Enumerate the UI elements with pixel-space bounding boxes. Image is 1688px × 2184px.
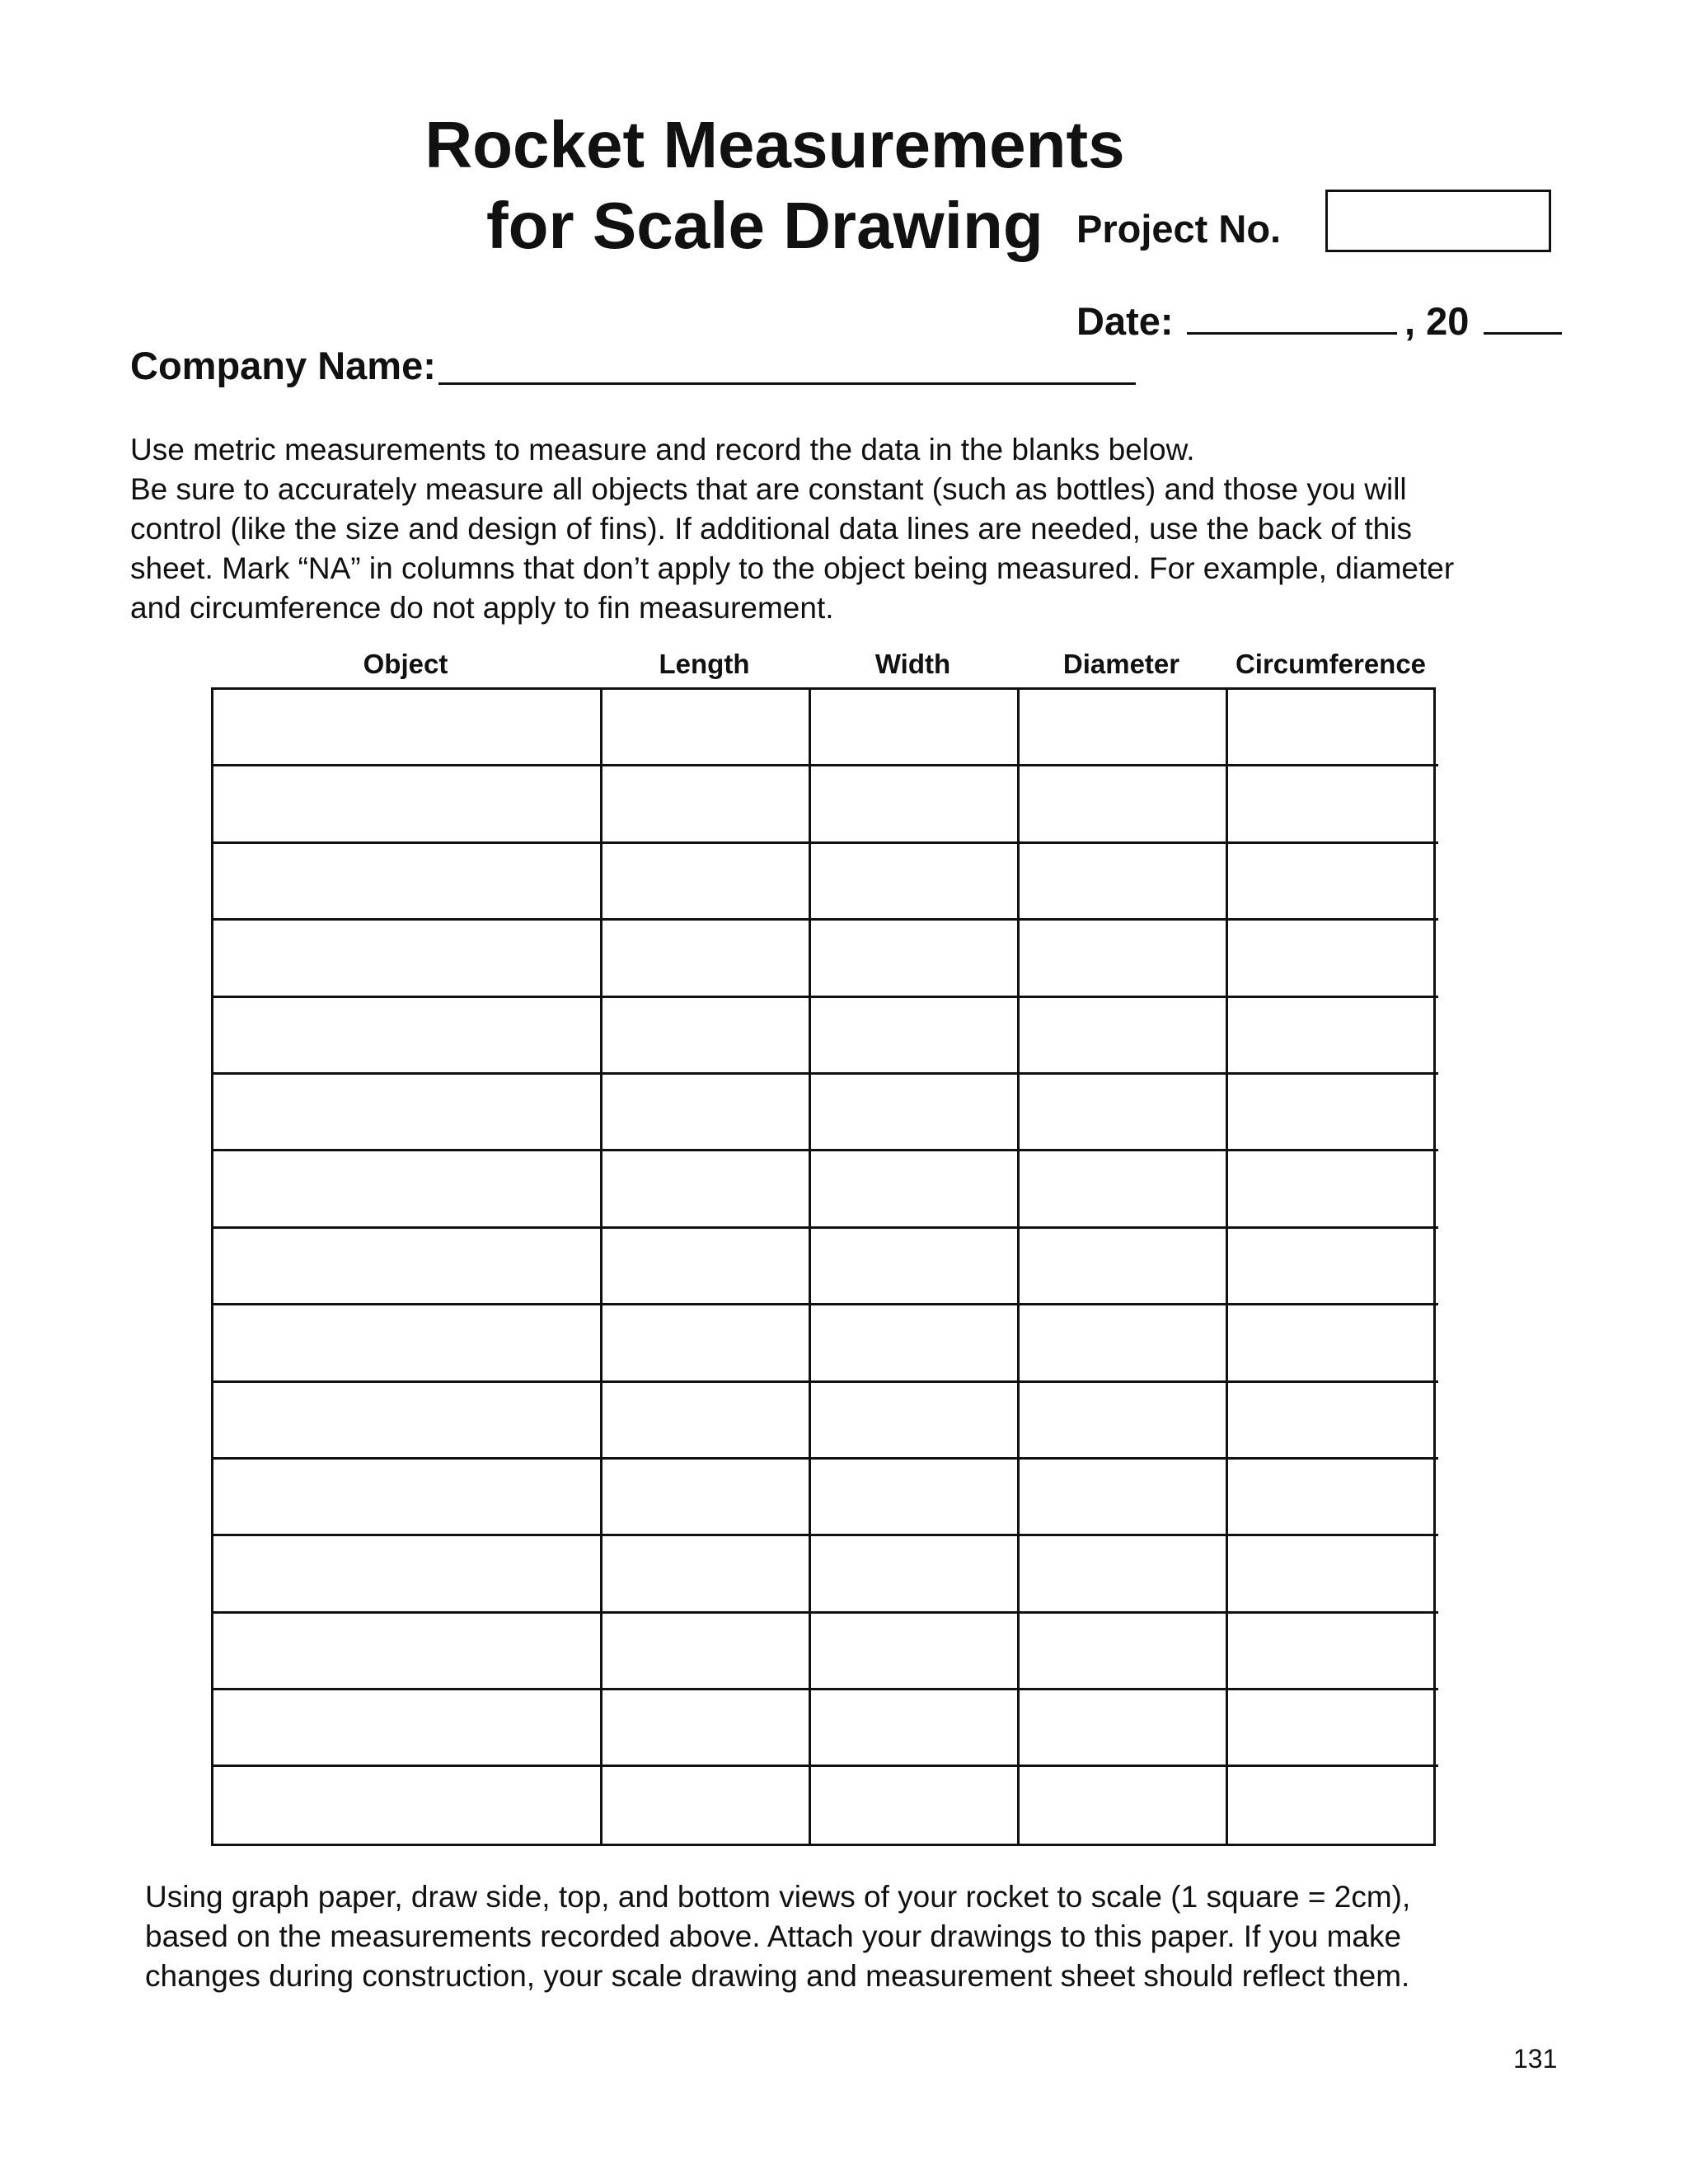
table-cell-circumference[interactable]: [1228, 1767, 1438, 1844]
table-cell-object[interactable]: [213, 766, 603, 843]
table-cell-width[interactable]: [811, 690, 1020, 766]
table-cell-diameter[interactable]: [1020, 921, 1228, 997]
instruction-line: sheet. Mark “NA” in columns that don’t apply to the object being measured. For example, diameter: [130, 551, 1455, 585]
company-name-label: Company Name:: [130, 344, 436, 387]
table-cell-object[interactable]: [213, 1229, 603, 1305]
table-cell-object[interactable]: [213, 1767, 603, 1844]
table-cell-length[interactable]: [603, 1305, 811, 1382]
table-cell-width[interactable]: [811, 1536, 1020, 1613]
table-cell-diameter[interactable]: [1020, 1614, 1228, 1690]
table-cell-diameter[interactable]: [1020, 1305, 1228, 1382]
instructions: [130, 430, 1564, 628]
date-field[interactable]: [1187, 332, 1397, 335]
footer-line: based on the measurements recorded above. Attach your drawings to this paper. If you make: [145, 1919, 1402, 1953]
title-line-1: Rocket Measurements: [424, 108, 1125, 181]
table-cell-width[interactable]: [811, 1229, 1020, 1305]
table-cell-circumference[interactable]: [1228, 998, 1438, 1075]
year-field[interactable]: [1484, 332, 1562, 335]
table-cell-object[interactable]: [213, 844, 603, 921]
column-header-circumference: Circumference: [1235, 649, 1427, 679]
table-cell-diameter[interactable]: [1020, 1151, 1228, 1228]
table-cell-diameter[interactable]: [1020, 1460, 1228, 1536]
table-cell-width[interactable]: [811, 1767, 1020, 1844]
table-cell-width[interactable]: [811, 998, 1020, 1075]
table-cell-diameter[interactable]: [1020, 1229, 1228, 1305]
instruction-line: control (like the size and design of fins). If additional data lines are needed, use the back of this: [130, 512, 1412, 546]
project-number-field[interactable]: [1325, 190, 1551, 252]
table-cell-width[interactable]: [811, 766, 1020, 843]
company-name-field[interactable]: [438, 382, 1136, 385]
column-header-diameter: Diameter: [1062, 649, 1180, 679]
project-number-label: Project No.: [1076, 207, 1282, 251]
table-cell-length[interactable]: [603, 1460, 811, 1536]
table-cell-width[interactable]: [811, 1690, 1020, 1767]
table-cell-width[interactable]: [811, 1151, 1020, 1228]
column-header-object: Object: [363, 649, 448, 679]
column-header-length: Length: [659, 649, 750, 679]
table-cell-length[interactable]: [603, 1767, 811, 1844]
table-cell-circumference[interactable]: [1228, 921, 1438, 997]
table-cell-length[interactable]: [603, 690, 811, 766]
table-cell-circumference[interactable]: [1228, 1075, 1438, 1151]
table-cell-length[interactable]: [603, 1690, 811, 1767]
table-cell-diameter[interactable]: [1020, 690, 1228, 766]
table-cell-length[interactable]: [603, 998, 811, 1075]
year-prefix: , 20: [1404, 299, 1470, 343]
table-cell-object[interactable]: [213, 1075, 603, 1151]
table-cell-circumference[interactable]: [1228, 1229, 1438, 1305]
footer-instructions: [145, 1877, 1579, 1996]
instruction-line: and circumference do not apply to fin measurement.: [130, 591, 834, 625]
table-cell-object[interactable]: [213, 998, 603, 1075]
instruction-line: Be sure to accurately measure all objects that are constant (such as bottles) and those you will: [130, 472, 1407, 506]
table-cell-object[interactable]: [213, 1383, 603, 1460]
table-cell-circumference[interactable]: [1228, 766, 1438, 843]
table-cell-diameter[interactable]: [1020, 766, 1228, 843]
table-cell-length[interactable]: [603, 921, 811, 997]
table-cell-circumference[interactable]: [1228, 1383, 1438, 1460]
table-cell-width[interactable]: [811, 1614, 1020, 1690]
table-cell-length[interactable]: [603, 766, 811, 843]
table-cell-length[interactable]: [603, 1075, 811, 1151]
table-cell-diameter[interactable]: [1020, 1536, 1228, 1613]
measurement-table: [211, 687, 1436, 1846]
table-cell-circumference[interactable]: [1228, 1151, 1438, 1228]
table-cell-object[interactable]: [213, 921, 603, 997]
table-cell-circumference[interactable]: [1228, 1305, 1438, 1382]
date-label: Date:: [1076, 299, 1174, 343]
table-cell-width[interactable]: [811, 921, 1020, 997]
table-cell-circumference[interactable]: [1228, 1614, 1438, 1690]
table-cell-diameter[interactable]: [1020, 1075, 1228, 1151]
table-cell-object[interactable]: [213, 1460, 603, 1536]
table-cell-object[interactable]: [213, 1614, 603, 1690]
table-cell-diameter[interactable]: [1020, 1383, 1228, 1460]
table-cell-object[interactable]: [213, 1305, 603, 1382]
table-cell-diameter[interactable]: [1020, 1690, 1228, 1767]
table-cell-width[interactable]: [811, 1075, 1020, 1151]
table-cell-diameter[interactable]: [1020, 844, 1228, 921]
table-cell-object[interactable]: [213, 1536, 603, 1613]
table-cell-length[interactable]: [603, 1383, 811, 1460]
table-cell-object[interactable]: [213, 690, 603, 766]
page-number: 131: [1513, 2044, 1558, 2074]
table-cell-width[interactable]: [811, 1383, 1020, 1460]
table-cell-circumference[interactable]: [1228, 1536, 1438, 1613]
table-cell-length[interactable]: [603, 1536, 811, 1613]
table-cell-length[interactable]: [603, 1151, 811, 1228]
table-cell-width[interactable]: [811, 1305, 1020, 1382]
table-cell-object[interactable]: [213, 1690, 603, 1767]
table-cell-diameter[interactable]: [1020, 1767, 1228, 1844]
footer-line: changes during construction, your scale drawing and measurement sheet should reflect them.: [145, 1959, 1410, 1993]
table-cell-length[interactable]: [603, 1229, 811, 1305]
title-line-2: for Scale Drawing: [486, 189, 1043, 262]
table-cell-length[interactable]: [603, 844, 811, 921]
table-cell-circumference[interactable]: [1228, 690, 1438, 766]
table-cell-diameter[interactable]: [1020, 998, 1228, 1075]
table-cell-width[interactable]: [811, 844, 1020, 921]
instruction-line: Use metric measurements to measure and record the data in the blanks below.: [130, 433, 1195, 466]
table-cell-circumference[interactable]: [1228, 844, 1438, 921]
table-cell-width[interactable]: [811, 1460, 1020, 1536]
table-cell-object[interactable]: [213, 1151, 603, 1228]
footer-line: Using graph paper, draw side, top, and bottom views of your rocket to scale (1 square = 2cm),: [145, 1880, 1411, 1914]
table-cell-length[interactable]: [603, 1614, 811, 1690]
table-cell-circumference[interactable]: [1228, 1690, 1438, 1767]
column-header-width: Width: [874, 649, 951, 679]
table-cell-circumference[interactable]: [1228, 1460, 1438, 1536]
